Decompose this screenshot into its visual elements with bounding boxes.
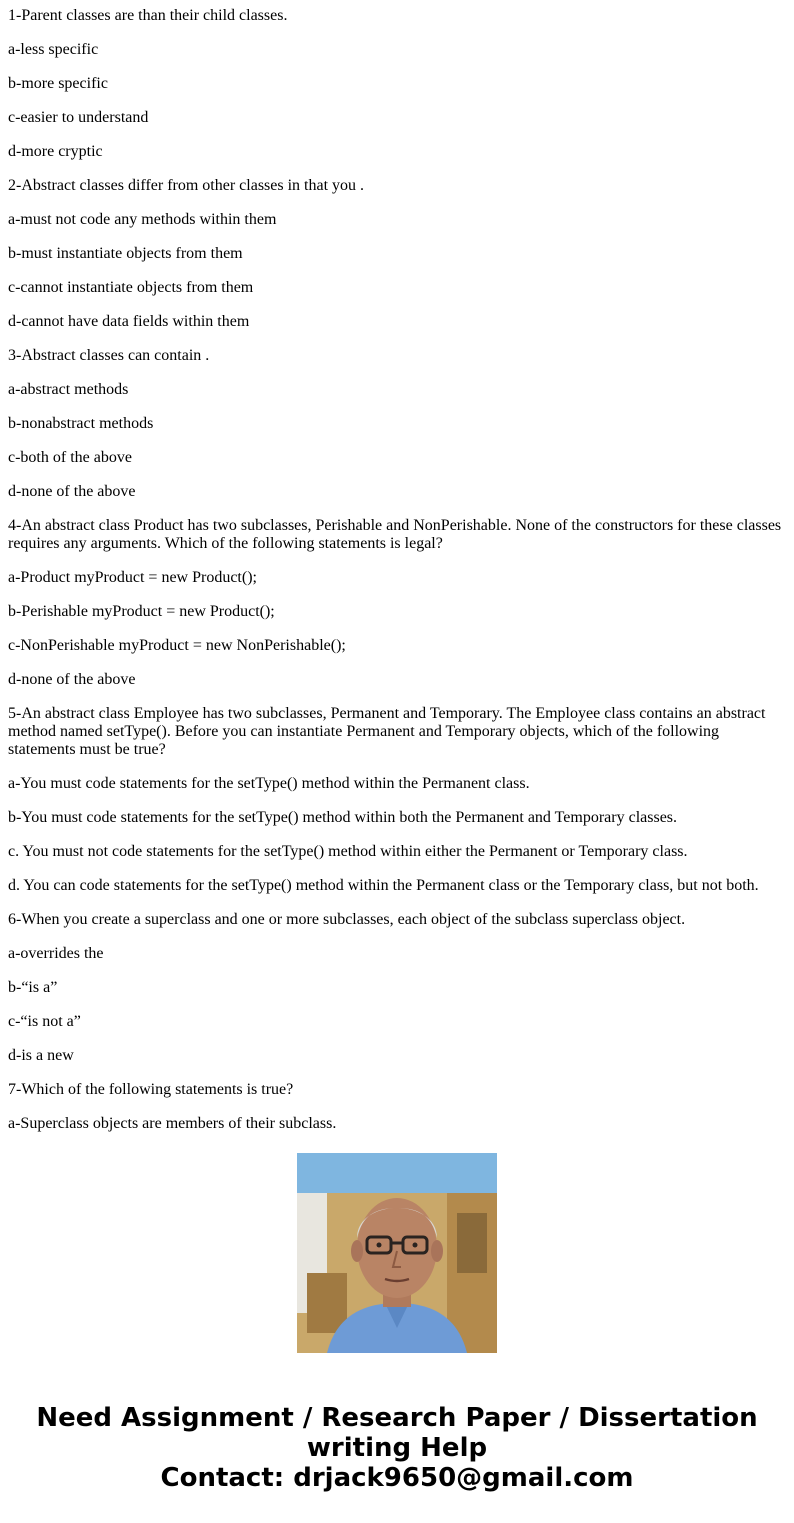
answer-option: b-must instantiate objects from them bbox=[8, 245, 243, 262]
question-text: 5-An abstract class Employee has two subclasses, Permanent and Temporary. The Employee class contains an abstract method named setType(). Before you can instantiate Permanent and Temporary objects, which of the following statements must be true? bbox=[8, 705, 766, 758]
promo-line: writing Help bbox=[306, 1433, 488, 1463]
answer-option: b-nonabstract methods bbox=[8, 415, 154, 432]
promo-line: Need Assignment / Research Paper / Dissertation bbox=[36, 1403, 758, 1433]
promo-footer bbox=[0, 1123, 794, 1523]
answer-option: a-You must code statements for the setType() method within the Permanent class. bbox=[8, 775, 530, 792]
answer-option: a-less specific bbox=[8, 41, 99, 58]
answer-option: d-is a new bbox=[8, 1047, 74, 1064]
answer-option: d. You can code statements for the setType() method within the Permanent class or the Temporary class, but not both. bbox=[8, 877, 759, 894]
question-text: 4-An abstract class Product has two subclasses, Perishable and NonPerishable. None of the constructors for these classes requires any arguments. Which of the following statements is legal? bbox=[8, 517, 782, 552]
answer-option: a-overrides the bbox=[8, 945, 104, 962]
question-text: 3-Abstract classes can contain . bbox=[8, 347, 210, 364]
answer-option: c-NonPerishable myProduct = new NonPerishable(); bbox=[8, 637, 346, 654]
answer-option: b-“is a” bbox=[8, 979, 58, 996]
contact-email: Contact: drjack9650@gmail.com bbox=[160, 1463, 634, 1493]
question-text: 2-Abstract classes differ from other classes in that you . bbox=[8, 177, 365, 194]
answer-option: b-You must code statements for the setType() method within both the Permanent and Temporary classes. bbox=[8, 809, 678, 826]
question-text: 7-Which of the following statements is true? bbox=[8, 1081, 294, 1098]
answer-option: a-must not code any methods within them bbox=[8, 211, 277, 228]
question-text: 6-When you create a superclass and one or more subclasses, each object of the subclass superclass object. bbox=[8, 911, 686, 928]
answer-option: c-“is not a” bbox=[8, 1013, 81, 1030]
answer-option: d-none of the above bbox=[8, 671, 136, 688]
answer-option: a-abstract methods bbox=[8, 381, 129, 398]
question-text: 1-Parent classes are than their child classes. bbox=[8, 7, 288, 24]
promo-text bbox=[0, 1403, 794, 1493]
answer-option: d-more cryptic bbox=[8, 143, 103, 160]
answer-option: c-cannot instantiate objects from them bbox=[8, 279, 254, 296]
answer-option: d-cannot have data fields within them bbox=[8, 313, 250, 330]
answer-option: c. You must not code statements for the setType() method within either the Permanent or Temporary class. bbox=[8, 843, 688, 860]
answer-option: c-easier to understand bbox=[8, 109, 149, 126]
author-avatar bbox=[297, 1153, 497, 1353]
answer-option: a-Product myProduct = new Product(); bbox=[8, 569, 257, 586]
answer-option: b-Perishable myProduct = new Product(); bbox=[8, 603, 275, 620]
answer-option: a-Superclass objects are members of their subclass. bbox=[8, 1115, 337, 1132]
answer-option: d-none of the above bbox=[8, 483, 136, 500]
answer-option: b-more specific bbox=[8, 75, 108, 92]
answer-option: c-both of the above bbox=[8, 449, 132, 466]
question-list bbox=[8, 0, 786, 1132]
